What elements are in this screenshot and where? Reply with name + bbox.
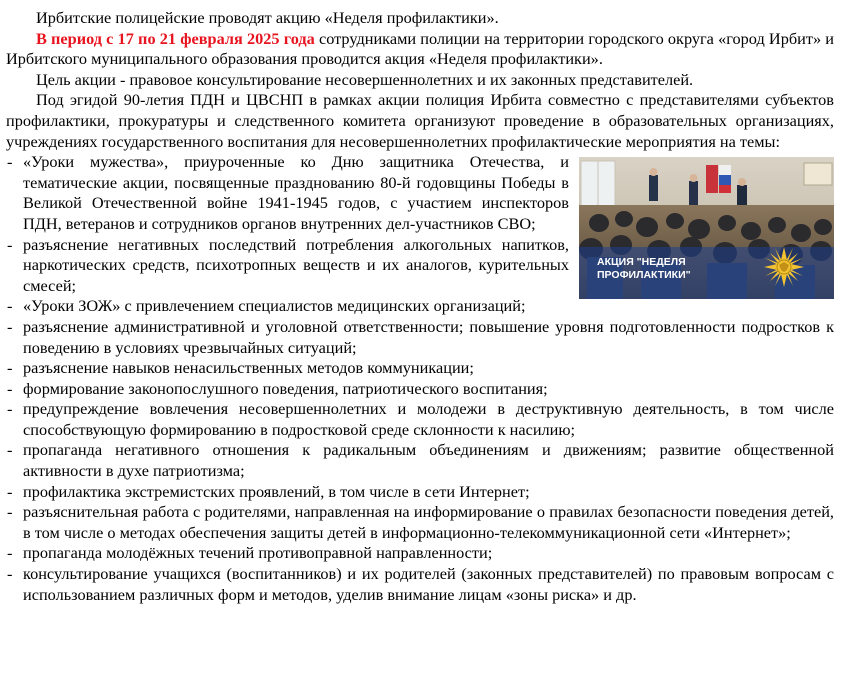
banner-line-1: АКЦИЯ "НЕДЕЛЯ (597, 256, 686, 269)
bullet-dash: - (7, 234, 13, 254)
bullet-dash: - (7, 152, 13, 172)
list-item (6, 564, 834, 605)
document-page (6, 8, 834, 605)
topics-list (6, 152, 834, 605)
list-item-text: профилактика экстремистских проявлений, в том числе в сети Интернет; (23, 481, 530, 501)
list-item (6, 235, 834, 297)
list-item (6, 399, 834, 440)
bullet-dash: - (7, 378, 13, 398)
list-item (6, 296, 834, 317)
list-item-text: пропаганда молодёжных течений противоправной направленности; (23, 543, 493, 563)
list-item (6, 543, 834, 564)
intro-paragraph: Под эгидой 90-летия ПДН и ЦВСНП в рамках акции полиция Ирбита совместно с представителями субъектов профилактики, прокуратуры и следственного комитета организуют проведение в образовательных организациях, учреждениях государственного воспитания для несовершеннолетних профилактические мероприятия на темы: (6, 90, 834, 151)
bullet-dash: - (7, 296, 13, 316)
period-text: сотрудниками полиции на территории городского округа «город Ирбит» и Ирбитского муниципального образования проводится акция «Неделя профилактики». (6, 28, 834, 69)
list-item-text: «Уроки ЗОЖ» с привлечением специалистов медицинских организаций; (23, 296, 526, 316)
bullet-dash: - (7, 543, 13, 563)
list-item-text: разъяснение административной и уголовной ответственности; повышение уровня подготовленности подростков к поведению в условиях чрезвычайных ситуаций; (23, 316, 834, 357)
list-item (6, 152, 834, 234)
list-item-text: разъяснение негативных последствий потребления алкогольных напитков, наркотических средств, психотропных веществ и их аналогов, курительных смесей; (23, 234, 569, 295)
period-highlight: В период с 17 по 21 февраля 2025 года (36, 28, 315, 48)
bullet-dash: - (7, 502, 13, 522)
list-item-text: «Уроки мужества», приуроченные ко Дню защитника Отечества, и тематические акции, посвященные празднованию 80-й годовщины Победы в Великой Отечественной войне 1941-1945 годов, с участием инспекторов ПДН, ветеранов и сотрудников органов внутренних дел-участников СВО; (23, 152, 569, 233)
list-item (6, 482, 834, 503)
goal-paragraph: Цель акции - правовое консультирование несовершеннолетних и их законных представителей. (36, 69, 694, 89)
banner-line-2: ПРОФИЛАКТИКИ" (597, 269, 691, 282)
headline: Ирбитские полицейские проводят акцию «Неделя профилактики». (36, 8, 499, 27)
bullet-dash: - (7, 316, 13, 336)
bullet-dash: - (7, 564, 13, 584)
bullet-dash: - (7, 440, 13, 460)
list-item-text: разъяснительная работа с родителями, направленная на информирование о правилах безопасности поведения детей, в том числе о методах обеспечения защиты детей в информационно-телекоммуникационной сети «Интернет»; (23, 502, 834, 542)
list-item-text: формирование законопослушного поведения, патриотического воспитания; (23, 378, 548, 398)
list-item-text: консультирование учащихся (воспитанников) и их родителей (законных представителей) по правовым вопросам с использованием различных форм и методов, уделив внимание лицам «зоны риска» и др. (23, 564, 834, 604)
list-item-text: предупреждение вовлечения несовершеннолетних и молодежи в деструктивную деятельность, в том числе способствующую формированию в подростковой среде склонности к насилию; (23, 399, 834, 439)
list-item (6, 379, 834, 400)
bullet-dash: - (7, 399, 13, 419)
list-item (6, 502, 834, 543)
list-item-text: пропаганда негативного отношения к радикальным объединениям и движениям; развитие общественной активности в духе патриотизма; (23, 440, 834, 481)
list-item (6, 440, 834, 481)
period-paragraph (6, 29, 834, 70)
bullet-dash: - (7, 358, 13, 378)
bullet-dash: - (7, 481, 13, 501)
list-item (6, 317, 834, 358)
list-item (6, 358, 834, 379)
list-item-text: разъяснение навыков ненасильственных методов коммуникации; (23, 358, 474, 378)
